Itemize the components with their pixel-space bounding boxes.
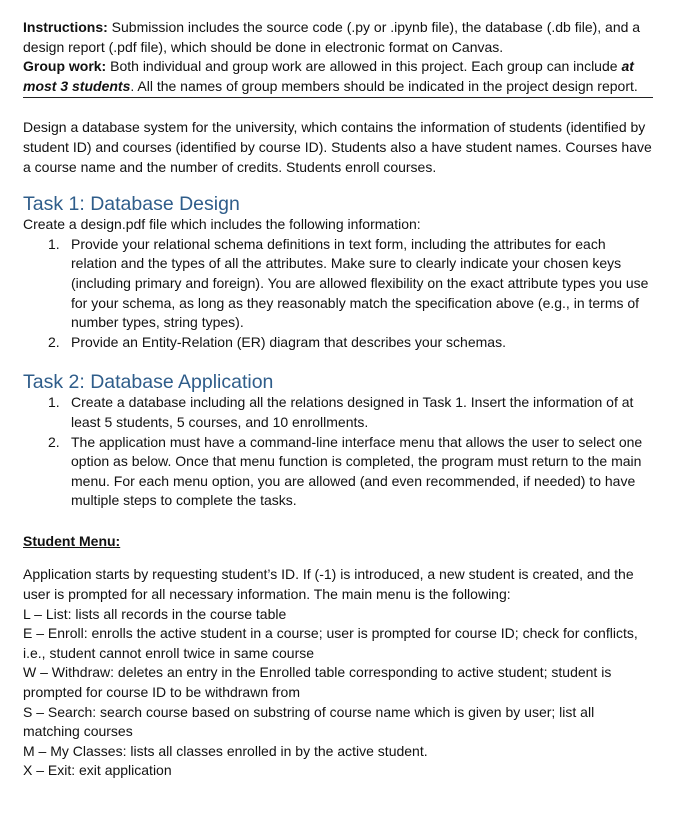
list-item-number: 2.	[48, 333, 60, 350]
group-work-text-before: Both individual and group work are allowed in this project. Each group can include	[106, 58, 622, 75]
task1-list	[23, 235, 653, 353]
list-item-text: Provide your relational schema definitions in text form, including the attributes for each relation and the types of all the attributes. Make sure to clearly indicate your chosen keys (including primary and foreign). You are allowed flexibility on the exact attribute types you use for your schema, as long as they reasonably match the specification above (e.g., in terms of number types, string types).	[71, 235, 649, 331]
task1-lead: Create a design.pdf file which includes the following information:	[23, 216, 421, 233]
group-work-text-after: . All the names of group members should be indicated in the project design report.	[130, 77, 638, 94]
menu-option-search: S – Search: search course based on substring of course name which is given by user; list all matching courses	[23, 703, 595, 740]
instructions-text: Submission includes the source code (.py or .ipynb file), the database (.db file), and a design report (.pdf file), which should be done in electronic format on Canvas.	[23, 19, 641, 55]
list-item-text: The application must have a command-line interface menu that allows the user to select one option as below. Once that menu function is completed, the program must return to the main menu. For each menu option, you are allowed (and even recommended, if needed) to have multiple steps to complete the tasks.	[71, 433, 643, 509]
menu-option-enroll: E – Enroll: enrolls the active student in a course; user is prompted for course ID; check for conflicts, i.e., student cannot enroll twice in same course	[23, 625, 638, 661]
group-work-emphasis: at most 3 students	[23, 58, 634, 94]
intro-paragraph: Design a database system for the university, which contains the information of students (identified by student ID) and courses (identified by course ID). Students also a have student names. Courses have a course name and the number of credits. Students enroll courses.	[23, 119, 652, 175]
instructions-paragraph	[23, 18, 653, 57]
list-item-number: 1.	[48, 394, 60, 411]
menu-option-exit: X – Exit: exit application	[23, 762, 172, 779]
intro-section	[23, 118, 653, 177]
menu-option-my-classes: M – My Classes: lists all classes enrolled in by the active student.	[23, 742, 428, 759]
group-work-paragraph	[23, 57, 653, 96]
list-item	[23, 235, 653, 333]
menu-option-list: L – List: lists all records in the course table	[23, 605, 287, 622]
list-item-text: Create a database including all the relations designed in Task 1. Insert the information of at least 5 students, 5 courses, and 10 enrollments.	[71, 394, 634, 430]
task2-list	[23, 393, 653, 511]
list-item-number: 2.	[48, 433, 60, 450]
list-item	[23, 333, 653, 353]
menu-option-withdraw: W – Withdraw: deletes an entry in the Enrolled table corresponding to active student; student is prompted for course ID to be withdrawn from	[23, 664, 612, 701]
student-menu-title: Student Menu:	[23, 532, 121, 549]
document-page	[23, 18, 653, 781]
list-item	[23, 433, 653, 511]
student-menu-intro: Application starts by requesting student’s ID. If (-1) is introduced, a new student is created, and the user is prompted for all necessary information. The main menu is the following:	[23, 566, 634, 603]
task1-heading: Task 1: Database Design	[23, 193, 240, 216]
list-item-number: 1.	[48, 235, 60, 252]
task2-heading: Task 2: Database Application	[23, 371, 274, 394]
group-work-label: Group work:	[23, 58, 107, 75]
instructions-label: Instructions:	[23, 19, 108, 35]
student-menu-body	[23, 565, 653, 781]
list-item-text: Provide an Entity-Relation (ER) diagram that describes your schemas.	[71, 333, 506, 350]
instructions-box	[23, 18, 653, 98]
list-item	[23, 393, 653, 432]
